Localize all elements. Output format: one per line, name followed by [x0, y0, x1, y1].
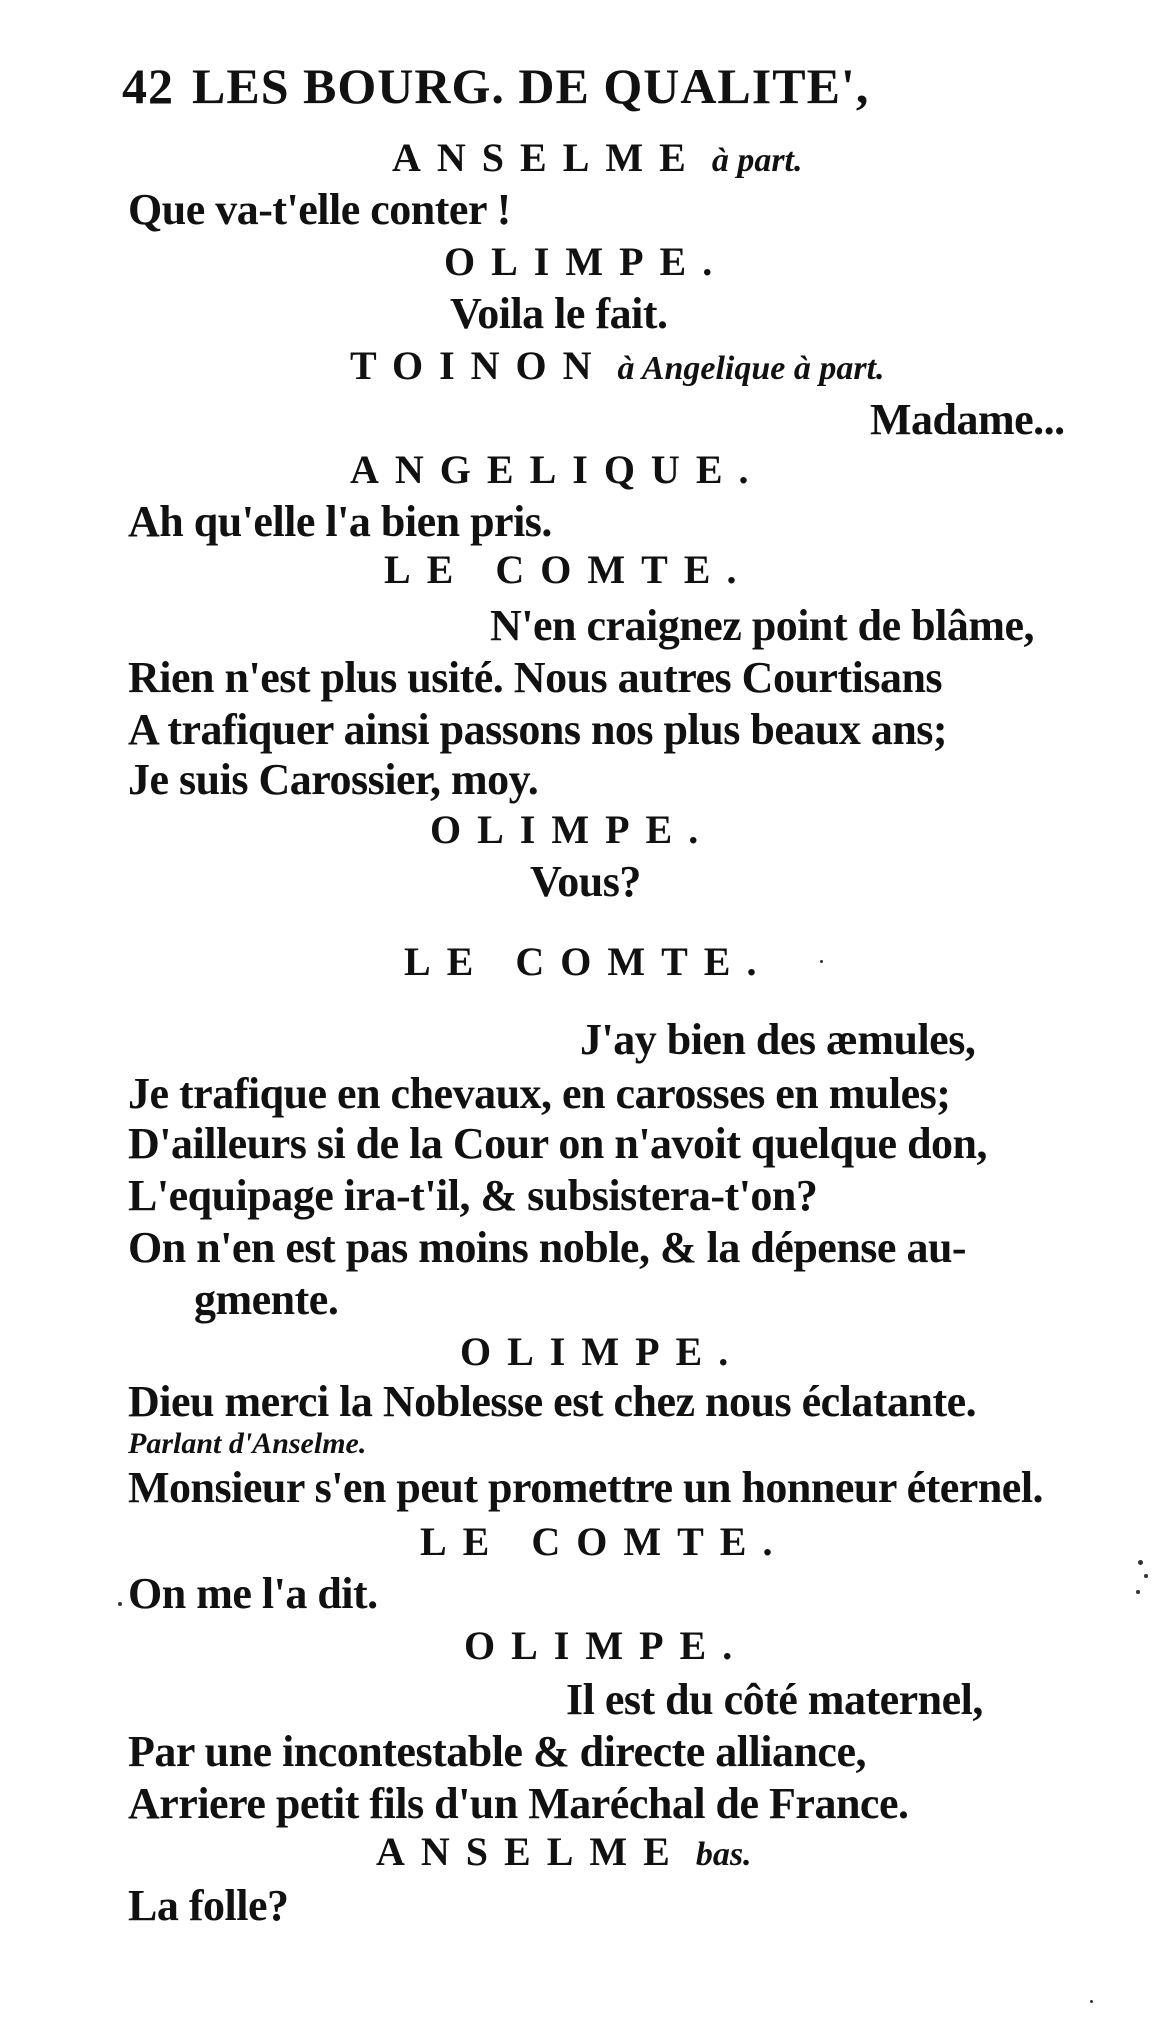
speaker-heading: [460, 1326, 744, 1378]
speaker-name: LE COMTE.: [384, 547, 753, 592]
verse-line: Rien n'est plus usité. Nous autres Courtisans: [128, 653, 943, 702]
speaker-heading: [350, 340, 885, 395]
print-speck: [820, 960, 823, 963]
speaker-name: OLIMPE.: [444, 239, 729, 284]
speaker-heading: [392, 132, 803, 187]
speaker-name: OLIMPE.: [430, 807, 715, 852]
speaker-heading: [384, 544, 752, 596]
verse-line: On n'en est pas moins noble, & la dépense au-: [128, 1223, 967, 1272]
speaker-heading: [444, 236, 728, 288]
page-number: 42: [122, 58, 174, 114]
speaker-name: ANGELIQUE.: [350, 447, 765, 492]
speaker-name: ANSELME: [392, 135, 702, 180]
speaker-name: OLIMPE.: [460, 1329, 745, 1374]
verse-line: L'equipage ira-t'il, & subsistera-t'on?: [128, 1171, 818, 1220]
verse-line: Monsieur s'en peut promettre un honneur éternel.: [128, 1463, 1044, 1512]
verse-line: A trafiquer ainsi passons nos plus beaux ans;: [128, 705, 948, 754]
speaker-name: ANSELME: [376, 1829, 686, 1874]
verse-line: Je trafique en chevaux, en carosses en mules;: [128, 1069, 951, 1118]
verse-line: On me l'a dit.: [128, 1569, 378, 1618]
verse-line: Arriere petit fils d'un Maréchal de France.: [128, 1779, 909, 1828]
verse-line: Dieu merci la Noblesse est chez nous éclatante.: [128, 1377, 977, 1426]
verse-line: Madame...: [870, 395, 1065, 444]
stage-direction: à part.: [711, 142, 803, 179]
verse-line: La folle?: [128, 1881, 289, 1930]
stage-direction: à Angelique à part.: [617, 350, 885, 387]
speaker-name: LE COMTE.: [420, 1519, 789, 1564]
print-speck: [1138, 1560, 1143, 1565]
speaker-heading: [404, 936, 772, 988]
speaker-heading: [430, 804, 714, 856]
print-speck: [1090, 2000, 1093, 2003]
verse-line: J'ay bien des æmules,: [580, 1015, 976, 1064]
speaker-heading: [376, 1826, 752, 1881]
verse-line: Vous?: [530, 857, 641, 906]
verse-line: Je suis Carossier, moy.: [128, 755, 539, 804]
verse-line: gmente.: [194, 1275, 339, 1324]
print-speck: [1144, 1574, 1148, 1578]
running-header: [122, 56, 869, 116]
verse-line: Par une incontestable & directe alliance,: [128, 1727, 866, 1776]
speaker-name: TOINON: [350, 343, 608, 388]
verse-line: Il est du côté maternel,: [566, 1675, 983, 1724]
verse-line: Que va-t'elle conter !: [128, 185, 511, 234]
stage-direction: bas.: [695, 1836, 752, 1873]
verse-line: Voila le fait.: [450, 289, 668, 338]
verse-line: D'ailleurs si de la Cour on n'avoit quelque don,: [128, 1119, 988, 1168]
print-speck: [1136, 1590, 1140, 1594]
speaker-heading: [464, 1620, 748, 1672]
print-speck: [118, 1602, 122, 1606]
running-title: LES BOURG. DE QUALITE',: [192, 58, 870, 114]
speaker-name: OLIMPE.: [464, 1623, 749, 1668]
verse-line: Ah qu'elle l'a bien pris.: [128, 497, 552, 546]
stage-direction: Parlant d'Anselme.: [128, 1427, 367, 1460]
speaker-heading: [350, 444, 765, 496]
verse-line: N'en craignez point de blâme,: [490, 601, 1035, 650]
speaker-heading: [420, 1516, 788, 1568]
speaker-name: LE COMTE.: [404, 939, 773, 984]
